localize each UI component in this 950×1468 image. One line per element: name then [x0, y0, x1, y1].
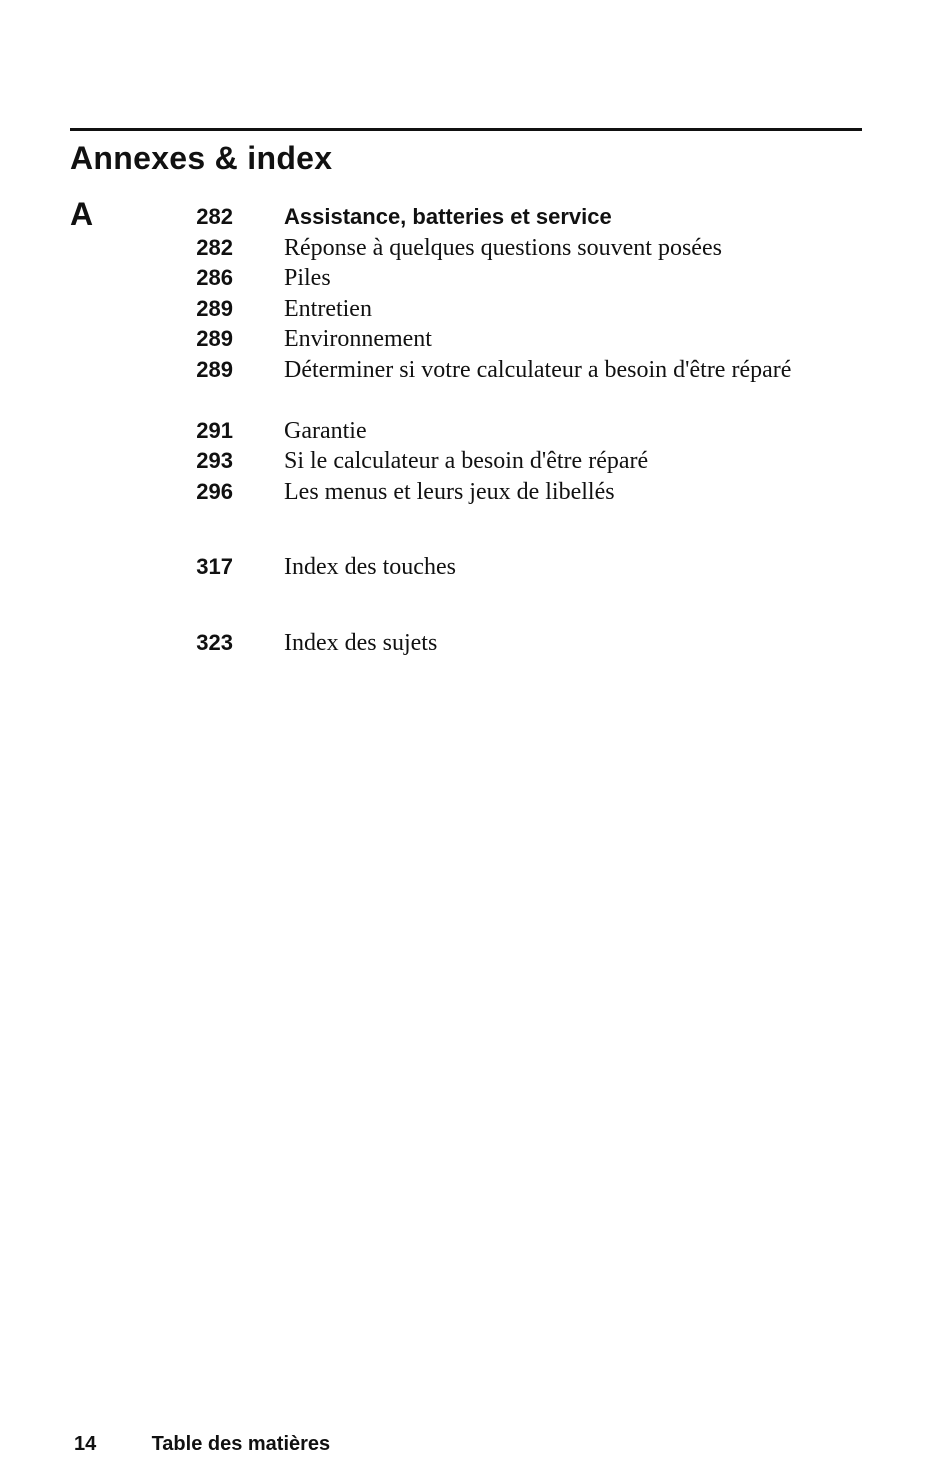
toc-entry-title: Réponse à quelques questions souvent posées: [284, 235, 722, 261]
appendix-letter: A: [70, 196, 94, 232]
toc-page-number: 282: [196, 235, 233, 260]
toc-heading: Assistance, batteries et service: [284, 204, 612, 229]
toc-entry-title: Les menus et leurs jeux de libellés: [284, 479, 615, 505]
toc-entry-title: Si le calculateur a besoin d'être réparé: [284, 448, 649, 474]
toc-page-number: 317: [196, 554, 233, 579]
toc-entry-title: Garantie: [284, 418, 367, 444]
footer-title: Table des matières: [151, 1433, 331, 1455]
toc-page-number: 323: [196, 630, 233, 655]
toc-page-number: 286: [196, 265, 233, 290]
toc-entry-title: Piles: [284, 265, 331, 291]
toc-page-number: 289: [196, 326, 233, 351]
section-title: Annexes & index: [70, 140, 333, 176]
toc-page-number: 289: [196, 296, 233, 321]
toc-page-number: 296: [196, 479, 233, 504]
toc-entry-title: Entretien: [284, 296, 372, 322]
toc-entry-title: Déterminer si votre calculateur a besoin d'être réparé: [284, 357, 792, 383]
toc-page-number: 293: [196, 448, 233, 473]
toc-entry-title: Index des touches: [284, 554, 456, 580]
toc-entry-title: Index des sujets: [284, 630, 438, 656]
toc-page-number: 289: [196, 357, 233, 382]
top-rule: [70, 128, 862, 131]
page-footer: [74, 1430, 330, 1458]
toc-page-number: 291: [196, 418, 233, 443]
toc-entry-title: Environnement: [284, 326, 432, 352]
toc-page-number: 282: [196, 204, 233, 229]
footer-page-number: 14: [74, 1433, 97, 1455]
